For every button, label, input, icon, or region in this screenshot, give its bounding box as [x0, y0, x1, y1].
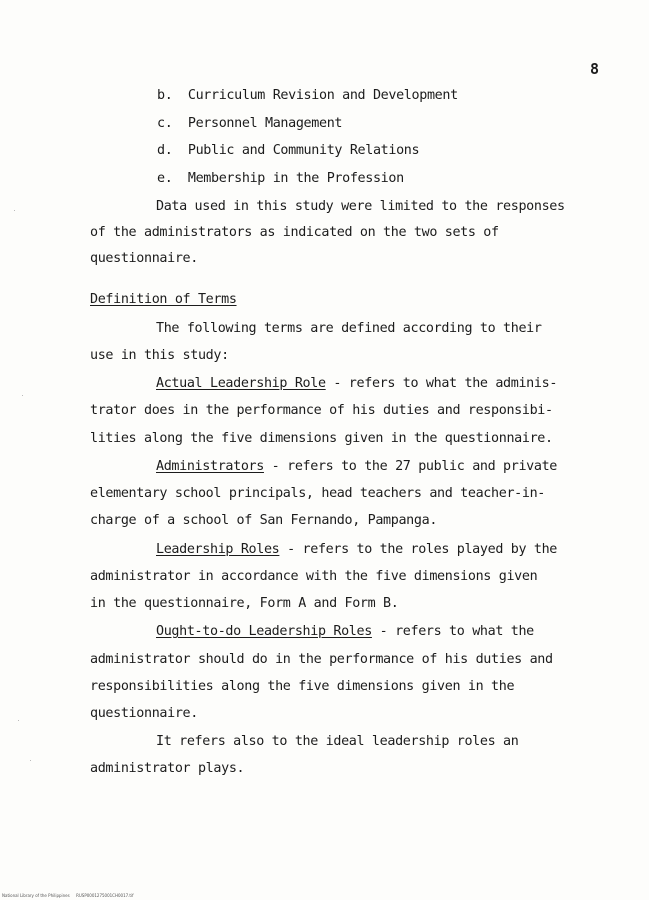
scan-speck	[22, 395, 23, 396]
definition-line: administrator in accordance with the five dimensions given	[90, 569, 538, 584]
list-item	[157, 172, 404, 185]
scan-speck	[18, 720, 19, 721]
definition-text: - refers to the roles played by the	[279, 542, 558, 557]
definition-first-line	[156, 377, 557, 390]
definition-line: charge of a school of San Fernando, Pampanga.	[90, 513, 438, 528]
intro-line: use in this study:	[90, 348, 229, 363]
definition-line: elementary school principals, head teachers and teacher-in-	[90, 486, 545, 501]
definition-first-line	[156, 625, 534, 638]
list-text: Membership in the Profession	[187, 171, 404, 186]
limitation-line: of the administrators as indicated on the two sets of	[90, 225, 499, 240]
definition-text: - refers to what the	[371, 624, 534, 639]
list-item	[157, 89, 458, 102]
intro-line: The following terms are defined according to their	[156, 321, 542, 336]
defined-term: Administrators	[156, 459, 264, 474]
scan-footer: National Library of the Philippines RUSP0001275001CH0017.tif	[2, 893, 134, 898]
list-text: Curriculum Revision and Development	[187, 88, 458, 103]
definition-first-line	[156, 460, 557, 473]
scan-speck	[30, 760, 31, 761]
definition-line: responsibilities along the five dimensions given in the	[90, 679, 515, 694]
definition-line: administrator should do in the performance of his duties and	[90, 652, 553, 667]
list-text: Public and Community Relations	[187, 143, 420, 158]
definition-text: - refers to the 27 public and private	[263, 459, 558, 474]
list-item	[157, 117, 342, 130]
list-letter: d.	[157, 143, 173, 158]
definition-line: in the questionnaire, Form A and Form B.	[90, 596, 399, 611]
defined-term: Actual Leadership Role	[156, 376, 326, 391]
definition-text: - refers to what the adminis-	[325, 376, 558, 391]
limitation-line: Data used in this study were limited to the responses	[156, 199, 565, 214]
definition-line: lities along the five dimensions given in the questionnaire.	[90, 431, 553, 446]
list-item	[157, 144, 419, 157]
definition-line: trator does in the performance of his duties and responsibi-	[90, 403, 553, 418]
list-text: Personnel Management	[187, 116, 343, 131]
closing-line: administrator plays.	[90, 761, 245, 776]
scan-speck	[14, 210, 15, 211]
definition-first-line	[156, 543, 557, 556]
limitation-line: questionnaire.	[90, 251, 198, 266]
section-heading: Definition of Terms	[90, 292, 237, 307]
definition-line: questionnaire.	[90, 706, 198, 721]
closing-line: It refers also to the ideal leadership roles an	[156, 734, 519, 749]
page-number: 8	[590, 60, 600, 78]
list-letter: c.	[157, 116, 173, 131]
list-letter: b.	[157, 88, 173, 103]
defined-term: Leadership Roles	[156, 542, 280, 557]
list-letter: e.	[157, 171, 173, 186]
defined-term: Ought-to-do Leadership Roles	[156, 624, 372, 639]
